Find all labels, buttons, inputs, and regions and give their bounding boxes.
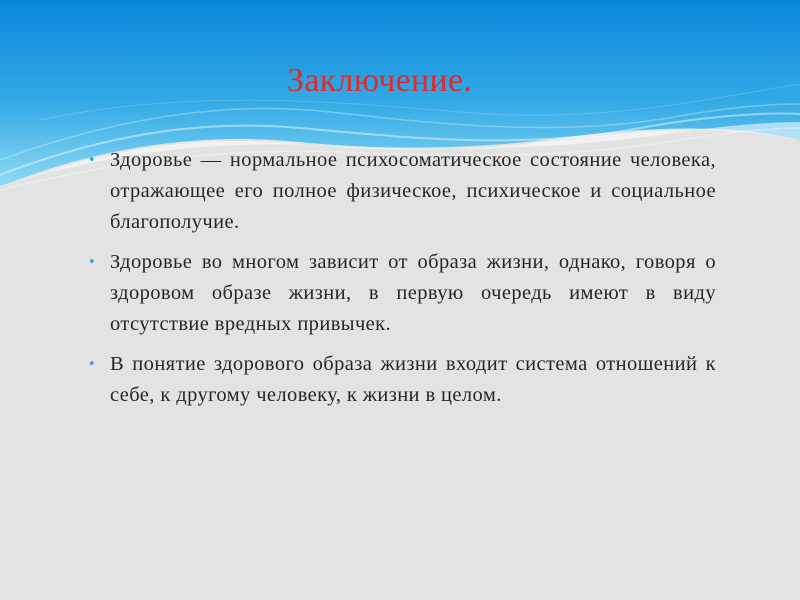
bullet-item	[88, 145, 716, 238]
bullet-item	[88, 247, 716, 340]
bullet-item	[88, 349, 716, 411]
bullet-text: Здоровье — нормальное психосоматическое состояние человека, отражающее его полное физическое, психическое и социальное благополучие.	[110, 149, 716, 233]
bullet-icon: •	[88, 357, 97, 372]
bullet-icon: •	[88, 153, 97, 168]
bullet-text: Здоровье во многом зависит от образа жизни, однако, говоря о здоровом образе жизни, в первую очередь имеют в виду отсутствие вредных привычек.	[110, 251, 716, 335]
bullet-list	[88, 145, 716, 420]
bullet-icon: •	[88, 255, 97, 270]
bullet-text: В понятие здорового образа жизни входит система отношений к себе, к другому человеку, к жизни в целом.	[110, 353, 716, 406]
slide-title: Заключение.	[287, 62, 473, 99]
